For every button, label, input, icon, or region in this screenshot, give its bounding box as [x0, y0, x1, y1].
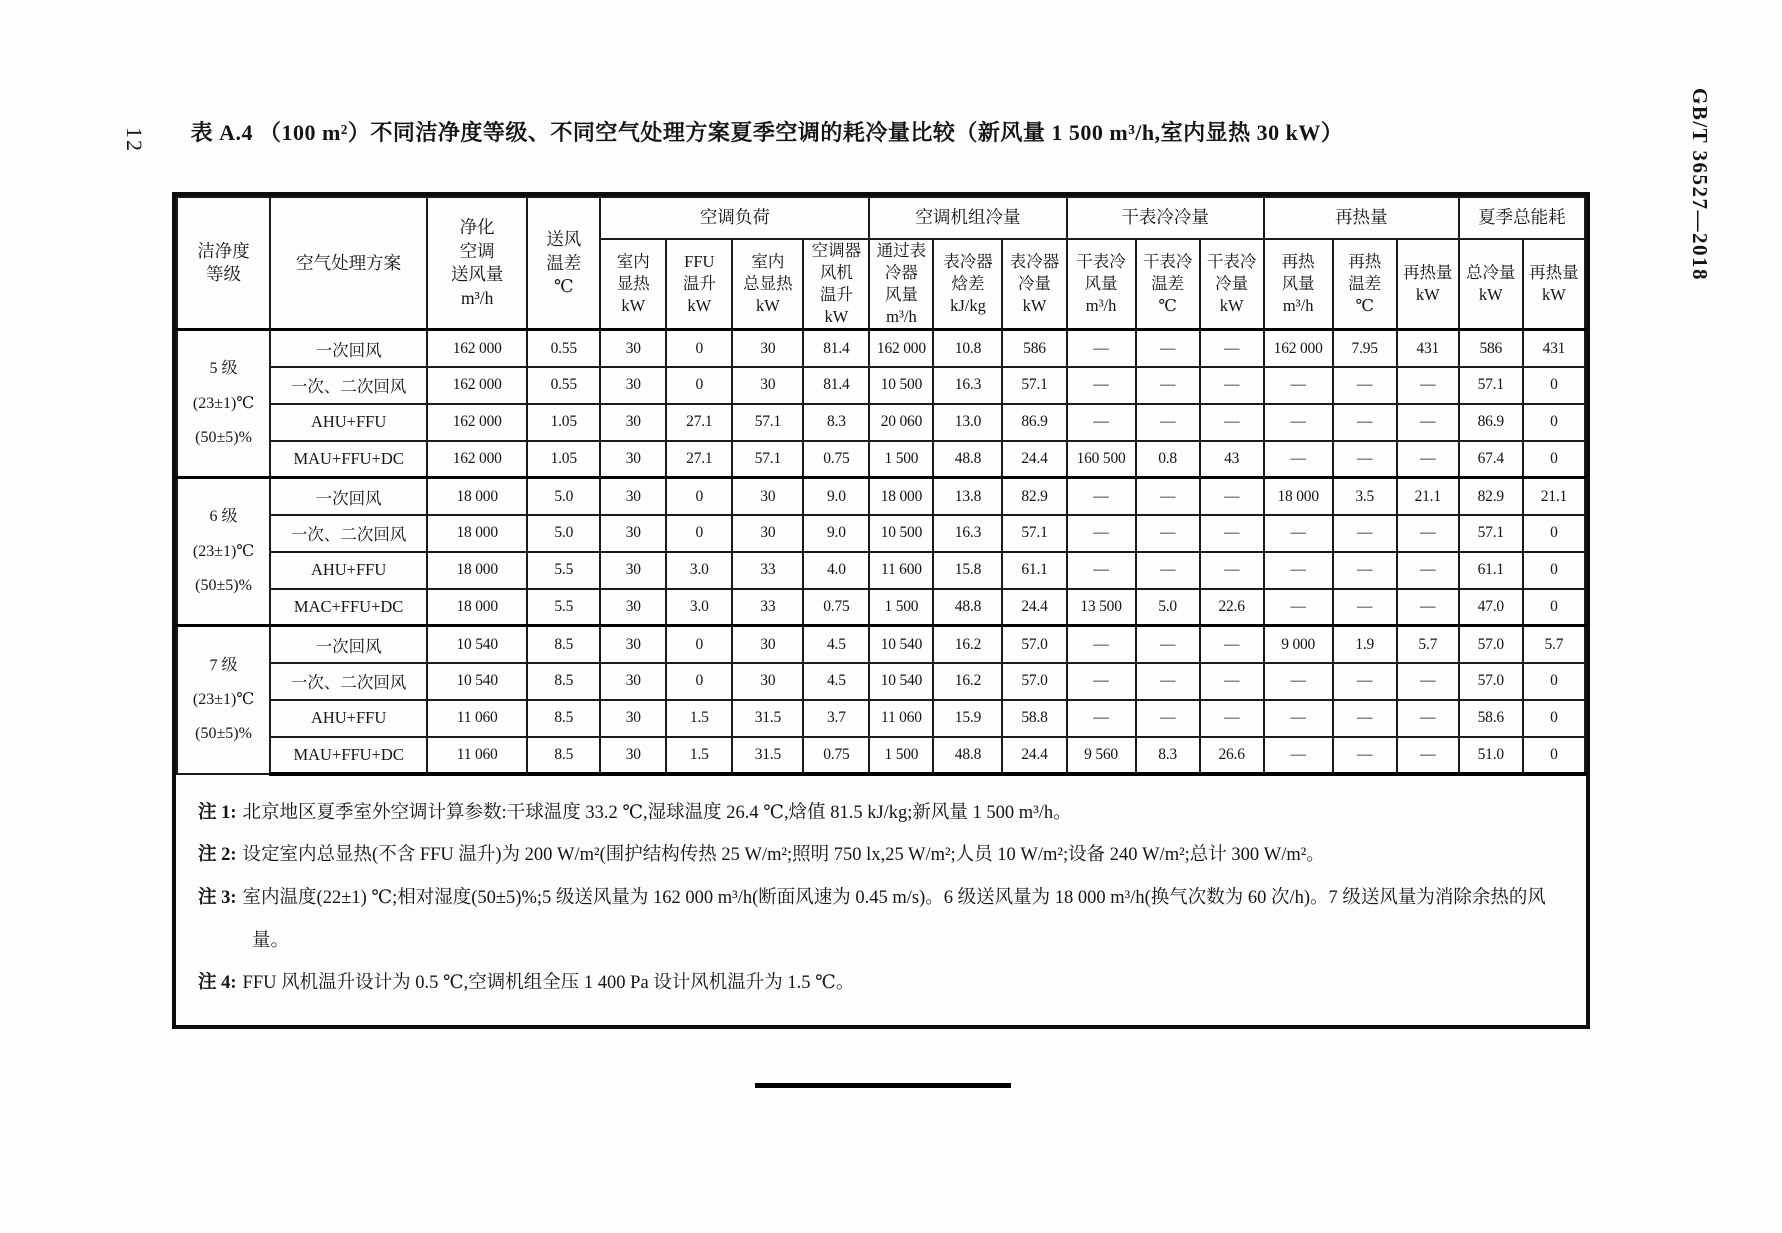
table-row [177, 515, 1585, 552]
value-cell: 57.1 [732, 441, 803, 478]
scheme-cell: MAU+FFU+DC [270, 737, 427, 774]
value-cell: 1.05 [527, 441, 600, 478]
value-cell: 33 [732, 552, 803, 589]
scheme-cell: 一次、二次回风 [270, 663, 427, 700]
note-label: 注 2: [198, 845, 237, 866]
value-cell: 162 000 [427, 441, 527, 478]
value-cell: 8.3 [803, 404, 869, 441]
value-cell: — [1136, 626, 1200, 663]
value-cell: 16.2 [933, 663, 1002, 700]
value-cell: — [1397, 663, 1459, 700]
value-cell: — [1397, 552, 1459, 589]
value-cell: 82.9 [1459, 478, 1523, 515]
value-cell: 0 [1523, 404, 1585, 441]
value-cell: 86.9 [1459, 404, 1523, 441]
value-cell: 30 [600, 589, 666, 626]
scheme-cell: 一次、二次回风 [270, 367, 427, 404]
column-subheader: 再热量 kW [1397, 239, 1459, 330]
value-cell: 30 [732, 478, 803, 515]
value-cell: 21.1 [1523, 478, 1585, 515]
value-cell: 4.5 [803, 626, 869, 663]
value-cell: — [1333, 367, 1397, 404]
value-cell: 15.9 [933, 700, 1002, 737]
cleanliness-level-cell: 5 级 (23±1)℃ (50±5)% [177, 330, 270, 478]
value-cell: 30 [600, 626, 666, 663]
value-cell: — [1067, 663, 1136, 700]
header-row-groups [177, 197, 1585, 239]
page-number: 12 [122, 127, 147, 153]
value-cell: — [1397, 737, 1459, 774]
value-cell: 30 [732, 367, 803, 404]
value-cell: 1.5 [666, 700, 732, 737]
column-header: 再热量 [1264, 197, 1459, 239]
value-cell: 57.1 [732, 404, 803, 441]
value-cell: 30 [600, 663, 666, 700]
value-cell: 57.0 [1002, 626, 1066, 663]
value-cell: 57.1 [1459, 367, 1523, 404]
note-label: 注 1: [198, 802, 237, 823]
value-cell: 30 [600, 552, 666, 589]
column-subheader: 干表冷 冷量 kW [1200, 239, 1264, 330]
value-cell: 586 [1002, 330, 1066, 367]
value-cell: 51.0 [1459, 737, 1523, 774]
table-row [177, 700, 1585, 737]
value-cell: — [1264, 663, 1333, 700]
column-subheader: 通过表 冷器 风量 m³/h [869, 239, 933, 330]
value-cell: 61.1 [1002, 552, 1066, 589]
value-cell: 0 [666, 367, 732, 404]
table-row [177, 552, 1585, 589]
value-cell: 10 500 [869, 515, 933, 552]
value-cell: — [1264, 589, 1333, 626]
value-cell: — [1264, 441, 1333, 478]
value-cell: 10 540 [427, 626, 527, 663]
value-cell: — [1333, 589, 1397, 626]
value-cell: 31.5 [732, 700, 803, 737]
column-header: 净化 空调 送风量 m³/h [427, 197, 527, 330]
value-cell: 30 [600, 367, 666, 404]
value-cell: 3.0 [666, 589, 732, 626]
bottom-rule [755, 1083, 1011, 1088]
value-cell: 5.0 [1136, 589, 1200, 626]
value-cell: — [1067, 700, 1136, 737]
value-cell: — [1200, 330, 1264, 367]
column-header: 干表冷冷量 [1067, 197, 1264, 239]
value-cell: — [1067, 404, 1136, 441]
value-cell: 4.5 [803, 663, 869, 700]
value-cell: 8.3 [1136, 737, 1200, 774]
value-cell: 9.0 [803, 478, 869, 515]
value-cell: 24.4 [1002, 441, 1066, 478]
table-row [177, 367, 1585, 404]
value-cell: 1.5 [666, 737, 732, 774]
value-cell: — [1333, 700, 1397, 737]
value-cell: 0 [666, 663, 732, 700]
value-cell: — [1333, 441, 1397, 478]
value-cell: — [1136, 367, 1200, 404]
value-cell: 0 [666, 330, 732, 367]
value-cell: — [1067, 626, 1136, 663]
value-cell: — [1397, 700, 1459, 737]
value-cell: 30 [600, 404, 666, 441]
value-cell: 24.4 [1002, 589, 1066, 626]
column-subheader: 表冷器 冷量 kW [1002, 239, 1066, 330]
value-cell: 86.9 [1002, 404, 1066, 441]
notes [176, 776, 1586, 1025]
value-cell: 586 [1459, 330, 1523, 367]
value-cell: 11 600 [869, 552, 933, 589]
value-cell: — [1397, 367, 1459, 404]
value-cell: 24.4 [1002, 737, 1066, 774]
column-subheader: 再热量 kW [1523, 239, 1585, 330]
value-cell: — [1136, 515, 1200, 552]
value-cell: 0 [1523, 515, 1585, 552]
value-cell: — [1200, 367, 1264, 404]
value-cell: 30 [600, 700, 666, 737]
value-cell: — [1067, 367, 1136, 404]
value-cell: 30 [600, 330, 666, 367]
page-title: 表 A.4 （100 m²）不同洁净度等级、不同空气处理方案夏季空调的耗冷量比较（新风量 1 500 m³/h,室内显热 30 kW） [190, 120, 1344, 145]
value-cell: — [1264, 737, 1333, 774]
value-cell: 48.8 [933, 737, 1002, 774]
value-cell: 162 000 [869, 330, 933, 367]
value-cell: 30 [732, 626, 803, 663]
main-table [176, 196, 1586, 776]
value-cell: — [1200, 552, 1264, 589]
value-cell: 0 [1523, 737, 1585, 774]
value-cell: 0 [666, 515, 732, 552]
value-cell: 0 [1523, 663, 1585, 700]
value-cell: 162 000 [427, 330, 527, 367]
column-subheader: 干表冷 风量 m³/h [1067, 239, 1136, 330]
column-header: 夏季总能耗 [1459, 197, 1585, 239]
value-cell: — [1333, 552, 1397, 589]
value-cell: 8.5 [527, 700, 600, 737]
value-cell: 27.1 [666, 441, 732, 478]
value-cell: — [1397, 589, 1459, 626]
value-cell: — [1200, 700, 1264, 737]
value-cell: 20 060 [869, 404, 933, 441]
value-cell: 3.0 [666, 552, 732, 589]
value-cell: — [1136, 330, 1200, 367]
value-cell: 15.8 [933, 552, 1002, 589]
scheme-cell: MAC+FFU+DC [270, 589, 427, 626]
value-cell: 13.0 [933, 404, 1002, 441]
value-cell: — [1136, 700, 1200, 737]
value-cell: 9 560 [1067, 737, 1136, 774]
value-cell: 160 500 [1067, 441, 1136, 478]
scheme-cell: 一次、二次回风 [270, 515, 427, 552]
value-cell: — [1200, 663, 1264, 700]
value-cell: 10.8 [933, 330, 1002, 367]
value-cell: 48.8 [933, 589, 1002, 626]
value-cell: — [1136, 552, 1200, 589]
value-cell: 11 060 [427, 700, 527, 737]
value-cell: 1 500 [869, 737, 933, 774]
cleanliness-level-cell: 7 级 (23±1)℃ (50±5)% [177, 626, 270, 774]
value-cell: 8.5 [527, 737, 600, 774]
value-cell: 18 000 [1264, 478, 1333, 515]
value-cell: 30 [732, 330, 803, 367]
column-header: 洁净度 等级 [177, 197, 270, 330]
value-cell: — [1333, 737, 1397, 774]
value-cell: — [1136, 478, 1200, 515]
value-cell: 47.0 [1459, 589, 1523, 626]
value-cell: 0 [1523, 589, 1585, 626]
value-cell: — [1264, 700, 1333, 737]
note-label: 注 3: [198, 888, 237, 909]
value-cell: 5.5 [527, 589, 600, 626]
column-subheader: 干表冷 温差 ℃ [1136, 239, 1200, 330]
value-cell: 5.7 [1397, 626, 1459, 663]
value-cell: 0.55 [527, 367, 600, 404]
value-cell: 10 540 [427, 663, 527, 700]
value-cell: — [1067, 330, 1136, 367]
column-subheader: 空调器 风机 温升 kW [803, 239, 869, 330]
value-cell: 61.1 [1459, 552, 1523, 589]
value-cell: 0 [1523, 700, 1585, 737]
value-cell: 1.05 [527, 404, 600, 441]
table-row [177, 589, 1585, 626]
scheme-cell: 一次回风 [270, 330, 427, 367]
value-cell: 0 [1523, 367, 1585, 404]
column-header: 送风 温差 ℃ [527, 197, 600, 330]
value-cell: 0 [666, 626, 732, 663]
value-cell: 48.8 [933, 441, 1002, 478]
table-row [177, 737, 1585, 774]
value-cell: 58.6 [1459, 700, 1523, 737]
value-cell: 57.1 [1459, 515, 1523, 552]
value-cell: 82.9 [1002, 478, 1066, 515]
column-subheader: 室内 总显热 kW [732, 239, 803, 330]
value-cell: 16.2 [933, 626, 1002, 663]
value-cell: 4.0 [803, 552, 869, 589]
note-item: 注 2: 设定室内总显热(不含 FFU 温升)为 200 W/m²(围护结构传热 25 W/m²;照明 750 lx,25 W/m²;人员 10 W/m²;设备 240 W/m²;总计 300 W/m²。 [198, 845, 1325, 866]
table-row [177, 330, 1585, 367]
table-row [177, 478, 1585, 515]
value-cell: 58.8 [1002, 700, 1066, 737]
column-header: 空气处理方案 [270, 197, 427, 330]
note-item: 注 3: 室内温度(22±1) ℃;相对湿度(50±5)%;5 级送风量为 162 000 m³/h(断面风速为 0.45 m/s)。6 级送风量为 18 000 m³/h(换气次数为 60 次/h)。7 级送风量为消除余热的风量。 [198, 888, 1546, 951]
value-cell: 431 [1523, 330, 1585, 367]
value-cell: 5.7 [1523, 626, 1585, 663]
value-cell: 0 [1523, 552, 1585, 589]
scheme-cell: 一次回风 [270, 478, 427, 515]
value-cell: 16.3 [933, 515, 1002, 552]
value-cell: — [1333, 404, 1397, 441]
table-row [177, 441, 1585, 478]
value-cell: 7.95 [1333, 330, 1397, 367]
value-cell: 30 [732, 663, 803, 700]
scheme-cell: 一次回风 [270, 626, 427, 663]
value-cell: — [1264, 367, 1333, 404]
value-cell: 0 [1523, 441, 1585, 478]
value-cell: 57.0 [1459, 663, 1523, 700]
value-cell: 81.4 [803, 330, 869, 367]
scheme-cell: AHU+FFU [270, 700, 427, 737]
value-cell: — [1264, 404, 1333, 441]
column-subheader: 室内 显热 kW [600, 239, 666, 330]
table-row [177, 663, 1585, 700]
value-cell: 27.1 [666, 404, 732, 441]
column-subheader: FFU 温升 kW [666, 239, 732, 330]
value-cell: 13.8 [933, 478, 1002, 515]
value-cell: 3.7 [803, 700, 869, 737]
table-head [177, 197, 1585, 330]
value-cell: 57.1 [1002, 367, 1066, 404]
value-cell: 9 000 [1264, 626, 1333, 663]
column-header: 空调机组冷量 [869, 197, 1066, 239]
value-cell: 1 500 [869, 589, 933, 626]
table-body [177, 330, 1585, 774]
value-cell: 43 [1200, 441, 1264, 478]
value-cell: 162 000 [427, 404, 527, 441]
table-row [177, 404, 1585, 441]
value-cell: 81.4 [803, 367, 869, 404]
value-cell: 162 000 [427, 367, 527, 404]
value-cell: 22.6 [1200, 589, 1264, 626]
value-cell: — [1264, 515, 1333, 552]
column-subheader: 总冷量 kW [1459, 239, 1523, 330]
note-label: 注 4: [198, 973, 237, 994]
value-cell: 1 500 [869, 441, 933, 478]
value-cell: 18 000 [869, 478, 933, 515]
column-subheader: 表冷器 焓差 kJ/kg [933, 239, 1002, 330]
value-cell: — [1200, 478, 1264, 515]
value-cell: 1.9 [1333, 626, 1397, 663]
value-cell: 5.5 [527, 552, 600, 589]
value-cell: 30 [732, 515, 803, 552]
note-item: 注 1: 北京地区夏季室外空调计算参数:干球温度 33.2 ℃,湿球温度 26.4 ℃,焓值 81.5 kJ/kg;新风量 1 500 m³/h。 [198, 802, 1072, 823]
value-cell: 8.5 [527, 626, 600, 663]
value-cell: 0.55 [527, 330, 600, 367]
value-cell: — [1333, 515, 1397, 552]
table-frame [172, 192, 1590, 1029]
value-cell: 0.75 [803, 441, 869, 478]
value-cell: — [1067, 515, 1136, 552]
value-cell: 16.3 [933, 367, 1002, 404]
value-cell: 18 000 [427, 552, 527, 589]
value-cell: — [1200, 404, 1264, 441]
value-cell: — [1264, 552, 1333, 589]
value-cell: — [1397, 515, 1459, 552]
value-cell: 11 060 [427, 737, 527, 774]
column-subheader: 再热 风量 m³/h [1264, 239, 1333, 330]
value-cell: 30 [600, 441, 666, 478]
value-cell: 18 000 [427, 589, 527, 626]
value-cell: 18 000 [427, 515, 527, 552]
value-cell: 9.0 [803, 515, 869, 552]
value-cell: 57.0 [1002, 663, 1066, 700]
value-cell: 0.75 [803, 737, 869, 774]
value-cell: 5.0 [527, 515, 600, 552]
column-subheader: 再热 温差 ℃ [1333, 239, 1397, 330]
value-cell: 162 000 [1264, 330, 1333, 367]
value-cell: 11 060 [869, 700, 933, 737]
value-cell: — [1333, 663, 1397, 700]
cleanliness-level-cell: 6 级 (23±1)℃ (50±5)% [177, 478, 270, 626]
value-cell: 31.5 [732, 737, 803, 774]
scheme-cell: AHU+FFU [270, 552, 427, 589]
value-cell: — [1200, 515, 1264, 552]
value-cell: 67.4 [1459, 441, 1523, 478]
note-item: 注 4: FFU 风机温升设计为 0.5 ℃,空调机组全压 1 400 Pa 设计风机温升为 1.5 ℃。 [198, 973, 855, 994]
value-cell: 0.8 [1136, 441, 1200, 478]
standard-code: GB/T 36527—2018 [1688, 88, 1712, 282]
table-row [177, 626, 1585, 663]
value-cell: 3.5 [1333, 478, 1397, 515]
value-cell: 10 540 [869, 663, 933, 700]
value-cell: — [1067, 478, 1136, 515]
value-cell: 8.5 [527, 663, 600, 700]
value-cell: 431 [1397, 330, 1459, 367]
value-cell: — [1397, 441, 1459, 478]
value-cell: 10 500 [869, 367, 933, 404]
value-cell: — [1136, 404, 1200, 441]
value-cell: 5.0 [527, 478, 600, 515]
value-cell: 0 [666, 478, 732, 515]
value-cell: 10 540 [869, 626, 933, 663]
value-cell: 57.1 [1002, 515, 1066, 552]
value-cell: 21.1 [1397, 478, 1459, 515]
value-cell: 33 [732, 589, 803, 626]
column-header: 空调负荷 [600, 197, 869, 239]
value-cell: 57.0 [1459, 626, 1523, 663]
value-cell: — [1397, 404, 1459, 441]
value-cell: 18 000 [427, 478, 527, 515]
value-cell: — [1136, 663, 1200, 700]
value-cell: — [1067, 552, 1136, 589]
value-cell: 30 [600, 478, 666, 515]
value-cell: 13 500 [1067, 589, 1136, 626]
value-cell: 30 [600, 515, 666, 552]
scheme-cell: AHU+FFU [270, 404, 427, 441]
value-cell: 26.6 [1200, 737, 1264, 774]
value-cell: 30 [600, 737, 666, 774]
scheme-cell: MAU+FFU+DC [270, 441, 427, 478]
value-cell: 0.75 [803, 589, 869, 626]
value-cell: — [1200, 626, 1264, 663]
